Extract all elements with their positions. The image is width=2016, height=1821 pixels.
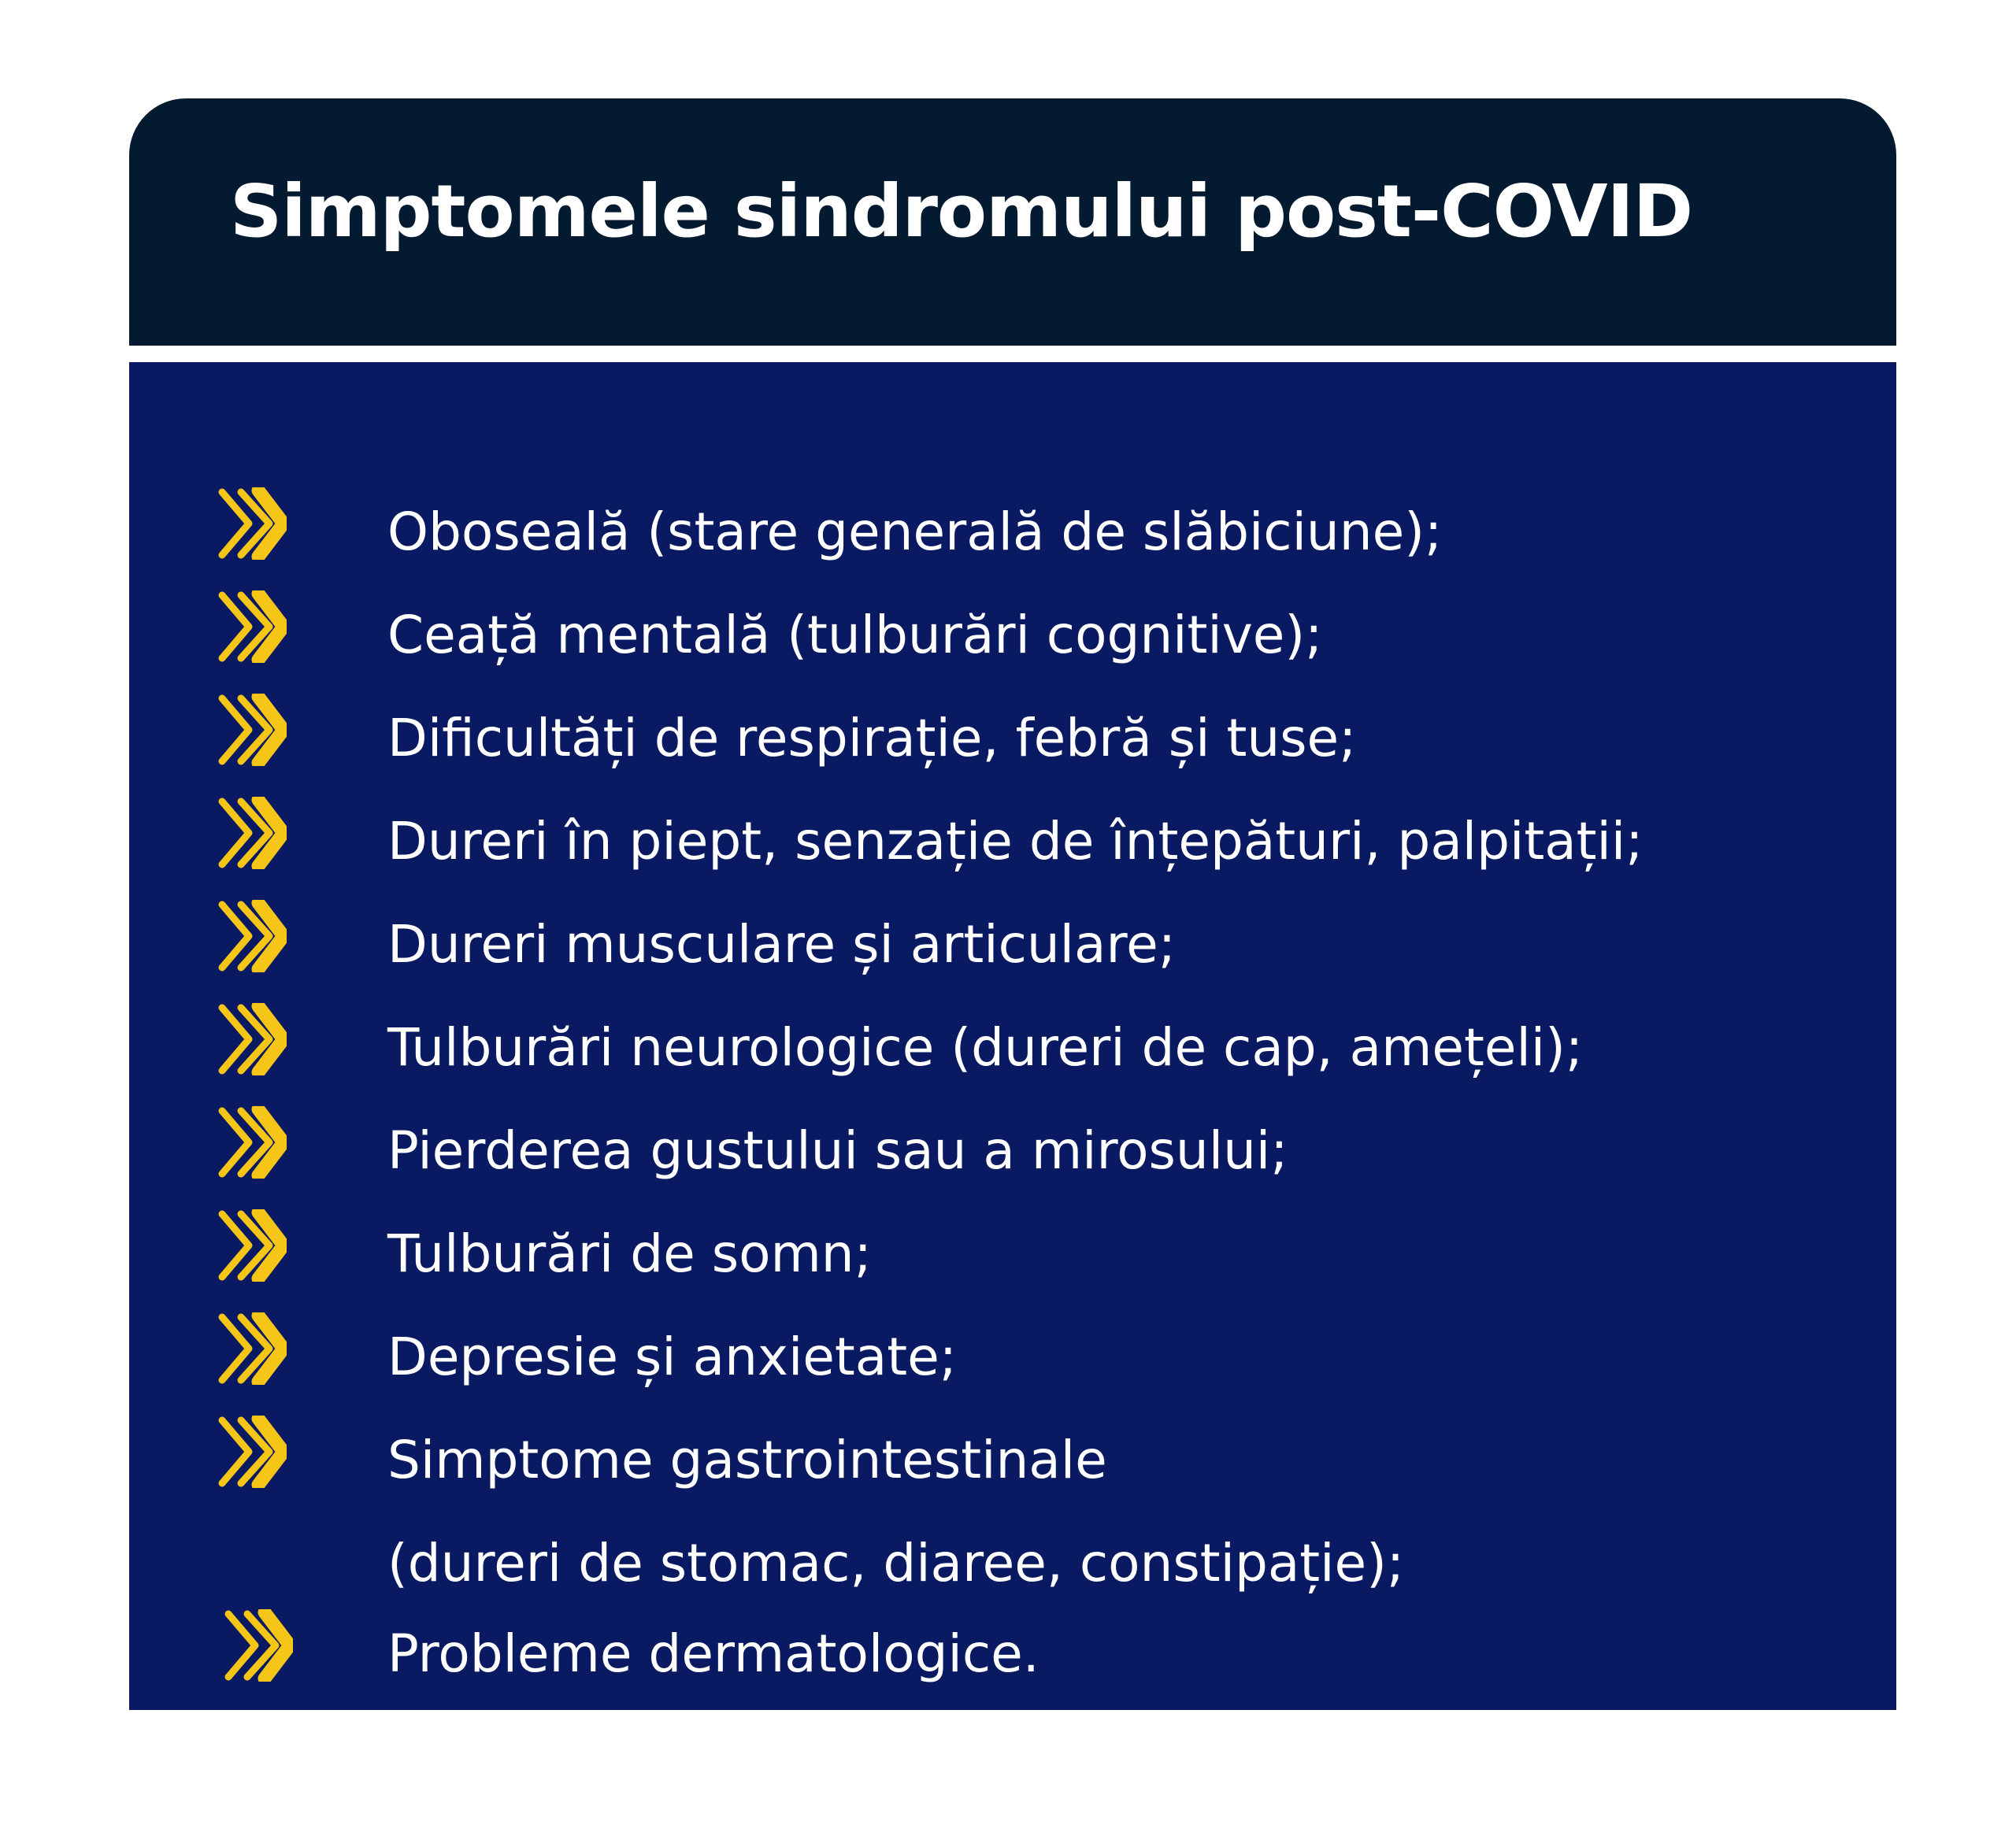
card-body [129, 362, 1896, 1710]
double-chevron-right-icon [214, 1416, 287, 1488]
double-chevron-right-icon [214, 1312, 287, 1385]
double-chevron-right-icon [220, 1609, 293, 1682]
symptom-text: Dureri musculare și articulare; [387, 914, 1176, 975]
post-covid-symptoms-card [129, 98, 1896, 1710]
symptom-text: Probleme dermatologice. [387, 1623, 1040, 1684]
symptom-text: Tulburări neurologice (dureri de cap, amețeli); [387, 1017, 1584, 1078]
symptom-text: (dureri de stomac, diaree, constipație); [387, 1533, 1405, 1593]
symptom-text: Pierderea gustului sau a mirosului; [387, 1120, 1288, 1181]
symptom-text: Depresie și anxietate; [387, 1327, 957, 1387]
symptom-text: Dificultăți de respirație, febră și tuse; [387, 708, 1357, 768]
symptom-text: Simptome gastrointestinale [387, 1430, 1107, 1490]
card-header [129, 98, 1896, 346]
double-chevron-right-icon [214, 1003, 287, 1075]
double-chevron-right-icon [214, 487, 287, 560]
symptom-text: Tulburări de somn; [387, 1223, 872, 1284]
double-chevron-right-icon [214, 1209, 287, 1282]
symptom-text: Oboseală (stare generală de slăbiciune); [387, 502, 1443, 562]
card-title: Simptomele sindromului post-COVID [230, 169, 1693, 254]
double-chevron-right-icon [214, 694, 287, 766]
symptom-text: Ceață mentală (tulburări cognitive); [387, 605, 1323, 665]
double-chevron-right-icon [214, 900, 287, 972]
symptom-text: Dureri în piept, senzație de înțepături, palpitații; [387, 811, 1644, 872]
double-chevron-right-icon [214, 590, 287, 663]
double-chevron-right-icon [214, 797, 287, 869]
double-chevron-right-icon [214, 1106, 287, 1179]
